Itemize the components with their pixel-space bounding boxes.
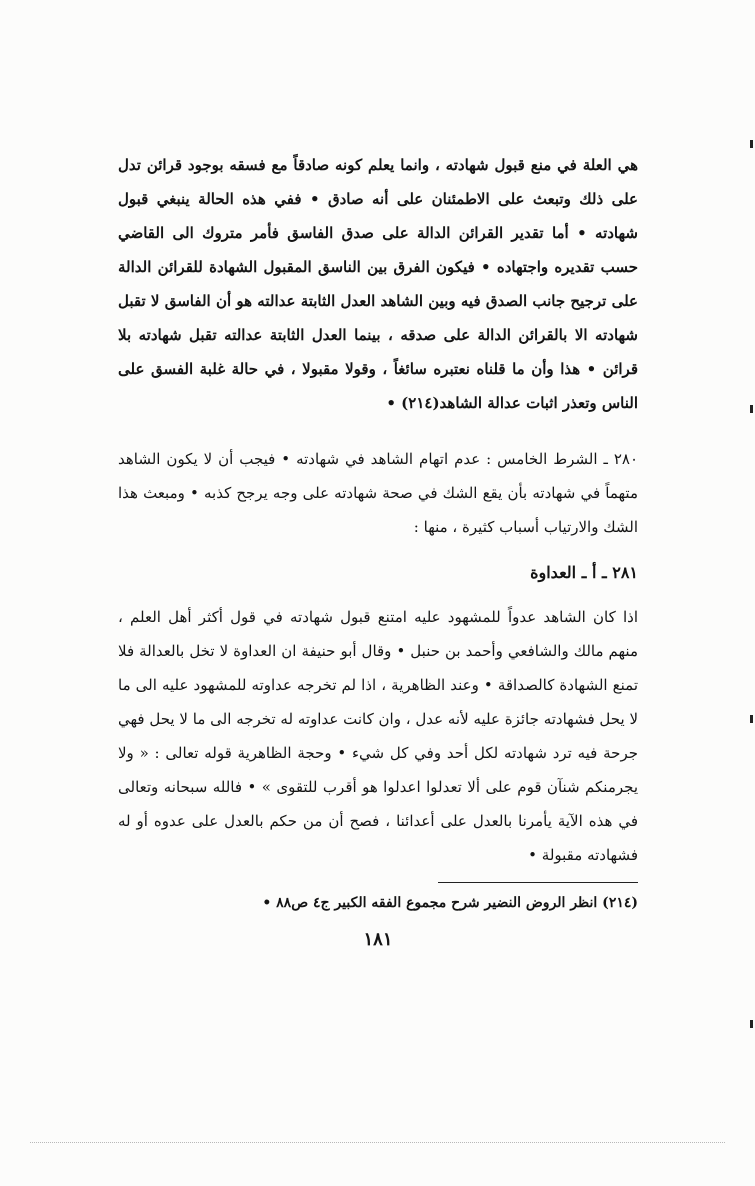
section-heading-enmity: ٢٨١ ـ أ ـ العداوة (530, 563, 638, 582)
paragraph-280: ٢٨٠ ـ الشرط الخامس : عدم اتهام الشاهد في شهادته • فيجب أن لا يكون الشاهد متهماً في شهادته بأن يقع الشك في صحة شهادته على وجه يرجح كذبه • ومبعث هذا الشك والارتياب أسباب كثيرة ، منها : (118, 450, 638, 536)
scan-edge-line (30, 1142, 725, 1143)
paragraph-1: هي العلة في منع قبول شهادته ، وانما يعلم كونه صادقاً مع فسقه بوجود قرائن تدل على ذلك وتبعث على الاطمئنان على أنه صادق • ففي هذه الحالة ينبغي قبول شهادته • أما تقدير القرائن الدالة على صدق الفاسق فأمر متروك الى القاضي حسب تقديره واجتهاده • فيكون الفرق بين الناسق المقبول الشهادة للقرائن الدالة على ترجيح جانب الصدق فيه وبين الشاهد العدل الثابتة عدالته هو أن الفاسق لا تقبل شهادته الا بالقرائن الدالة على صدقه ، بينما العدل الثابتة عدالته تقبل شهادته بلا قرائن • هذا وأن ما قلناه نعتبره سائغاً ، وقولا مقبولا ، في حالة غلبة الفسق على الناس وتعذر اثبات عدالة الشاهد(٢١٤) • (118, 156, 638, 412)
page-number: ١٨١ (363, 929, 393, 950)
footnote: (٢١٤) انظر الروض النضير شرح مجموع الفقه الكبير ج٤ ص٨٨ • (262, 895, 638, 911)
margin-mark (750, 140, 753, 148)
margin-mark (750, 1020, 753, 1028)
footnote-divider (438, 882, 638, 883)
margin-mark (750, 715, 753, 723)
page-body (118, 148, 638, 950)
margin-mark (750, 405, 753, 413)
paragraph-281: اذا كان الشاهد عدواً للمشهود عليه امتنع قبول شهادته في قول أكثر أهل العلم ، منهم مالك والشافعي وأحمد بن حنبل • وقال أبو حنيفة ان العداوة لا تخل بالعدالة فلا تمنع الشهادة كالصداقة • وعند الظاهرية ، اذا لم تخرجه عداوته للمشهود عليه الى ما لا يحل فشهادته جائزة عليه لأنه عدل ، وان كانت عداوته له تخرجه الى ما لا يحل فهي جرحة فيه ترد شهادته لكل أحد وفي كل شيء • وحجة الظاهرية قوله تعالى : « ولا يجرمنكم شنآن قوم على ألا تعدلوا اعدلوا هو أقرب للتقوى » • فالله سبحانه وتعالى في هذه الآية يأمرنا بالعدل على أعدائنا ، فصح أن من حكم بالعدل على عدوه أو له فشهادته مقبولة • (118, 608, 638, 864)
